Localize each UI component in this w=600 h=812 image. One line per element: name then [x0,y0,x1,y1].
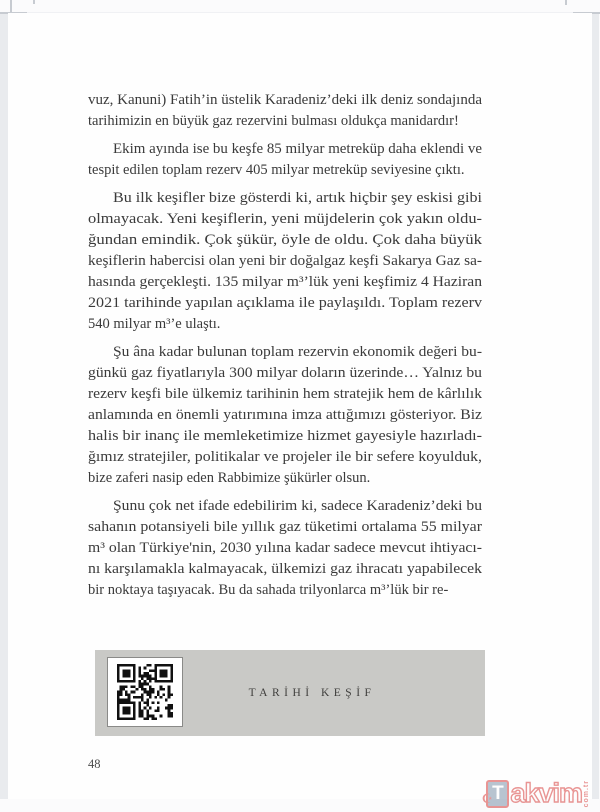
text-line: Bu ilk keşifler bize gösterdi ki, artık hiçbir şey eskisi gibi [113,190,482,206]
text-line: ğımız stratejiler, politikalar ve projeler ile bir sefere koyulduk, [88,449,482,465]
text-line: 540 milyar m³’e ulaştı. [88,316,221,332]
text-line: anlamında en önemli yatırımına imza attığımızı gösteriyor. Biz [88,407,482,423]
text-line: bir noktaya taşıyacak. Bu da sahada trilyonlarca m³’lük bir re- [88,582,449,598]
page-number: 48 [88,757,101,771]
text-line: Şu âna kadar bulunan toplam rezervin ekonomik değeri bu- [113,344,482,360]
text-line: vuz, Kanuni) Fatih’in üstelik Karadeniz’deki ilk deniz sondajında [88,92,482,108]
qr-code-icon[interactable] [116,664,174,720]
book-page [8,13,592,808]
text-line: m³ olan Türkiye'nin, 2030 yılına kadar sadece mevcut ihtiyacı- [88,540,482,556]
takvim-vertical-text: com.tr [583,779,590,808]
text-line: Ekim ayında ise bu keşfe 85 milyar metreküp daha eklendi ve [113,141,482,157]
text-line: hasında gerçekleşti. 135 milyar m³’lük yeni keşfimiz 4 Haziran [88,274,482,290]
paragraph [88,139,482,181]
takvim-watermark [481,778,590,809]
paragraph [88,188,482,335]
text-line: bize zaferi nasip eden Rabbimize şükürler olsun. [88,470,371,486]
takvim-logo-t-box [481,780,509,808]
takvim-logo-t: T [492,782,504,804]
qr-card [107,657,183,727]
paragraph [88,90,482,132]
edge-tick [33,0,35,4]
text-line: 2021 tarihinde yapılan açıklama ile paylaşıldı. Toplam rezerv [88,295,482,311]
text-line: Şunu çok net ifade edebilirim ki, sadece Karadeniz’deki bu [113,498,482,514]
text-line: tespit edilen toplam rezerv 405 milyar metreküp seviyesine çıktı. [88,162,465,178]
crescent-star-icon: ☪ [481,791,494,807]
text-line: ğundan emindik. Çok şükür, öyle de oldu. Çok daha büyük [88,232,482,248]
info-box-label: TARİHİ KEŞİF [248,687,376,699]
text-line: nı karşılamakla kalmayacak, ülkemizi gaz ihracatı yapabilecek [88,561,482,577]
edge-tick [10,0,12,13]
edge-tick [565,0,567,5]
info-box [95,650,485,736]
takvim-logo-text: akvim [510,778,582,808]
text-line: rezerv keşfi bile ülkemiz tarihinin hem stratejik hem de kârlılık [88,386,482,402]
text-line: tarihimizin en büyük gaz rezervini bulması oldukça manidardır! [88,113,459,129]
text-line: sahanın potansiyeli bile yıllık gaz tüketimi ortalama 55 milyar [88,519,482,535]
text-line: günkü gaz fiyatlarıyla 300 milyar doların üzerinde… Yalnız bu [88,365,482,381]
text-line: keşiflerin habercisi olan yeni bir doğalgaz keşfi Sakarya Gaz sa- [88,253,483,269]
page-text [88,90,482,608]
paragraph [88,342,482,489]
viewer-edge-left [0,13,8,799]
text-line: olmayacak. Yeni keşiflerin, yeni müjdelerin çok yakın oldu- [88,211,483,227]
text-line: halis bir inanç ile memleketimize hizmet gayesiyle hazırladı- [88,428,483,444]
viewer-edge-right [591,13,599,799]
paragraph [88,496,482,601]
